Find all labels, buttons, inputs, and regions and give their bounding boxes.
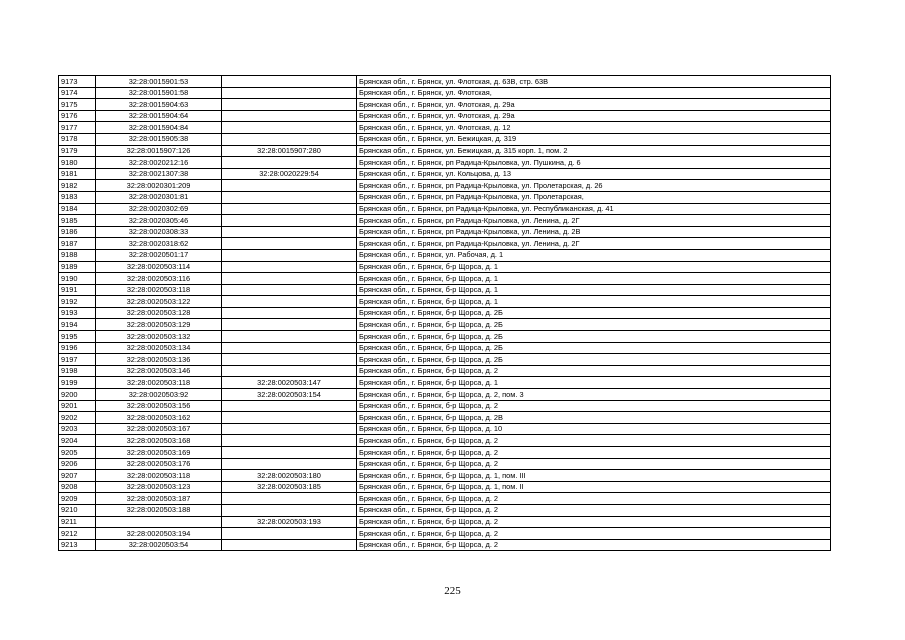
secondary-cadastral-number-cell: [222, 504, 357, 516]
table-row: [59, 470, 831, 482]
table-row: [59, 493, 831, 505]
address-cell: Брянская обл., г. Брянск, б-р Щорса, д. 2: [357, 365, 831, 377]
cadastral-number-cell: 32:28:0015901:58: [96, 87, 222, 99]
cadastral-number-cell: 32:28:0020503:156: [96, 400, 222, 412]
row-number-cell: 9213: [59, 539, 96, 551]
cadastral-number-cell: 32:28:0020503:168: [96, 435, 222, 447]
table-row: [59, 481, 831, 493]
table-row: [59, 122, 831, 134]
address-cell: Брянская обл., г. Брянск, рп Радица-Крыловка, ул. Пушкина, д. 6: [357, 157, 831, 169]
row-number-cell: 9198: [59, 365, 96, 377]
address-cell: Брянская обл., г. Брянск, б-р Щорса, д. 2: [357, 447, 831, 459]
secondary-cadastral-number-cell: 32:28:0020229:54: [222, 168, 357, 180]
secondary-cadastral-number-cell: [222, 261, 357, 273]
table-row: [59, 273, 831, 285]
table-row: [59, 284, 831, 296]
secondary-cadastral-number-cell: 32:28:0020503:180: [222, 470, 357, 482]
cadastral-number-cell: 32:28:0020503:129: [96, 319, 222, 331]
secondary-cadastral-number-cell: [222, 110, 357, 122]
secondary-cadastral-number-cell: [222, 157, 357, 169]
address-cell: Брянская обл., г. Брянск, б-р Щорса, д. 2: [357, 516, 831, 528]
table-row: [59, 528, 831, 540]
secondary-cadastral-number-cell: [222, 412, 357, 424]
row-number-cell: 9195: [59, 331, 96, 343]
table-row: [59, 435, 831, 447]
address-cell: Брянская обл., г. Брянск, б-р Щорса, д. 2: [357, 400, 831, 412]
row-number-cell: 9206: [59, 458, 96, 470]
cadastral-number-cell: 32:28:0020301:209: [96, 180, 222, 192]
table-row: [59, 354, 831, 366]
row-number-cell: 9174: [59, 87, 96, 99]
secondary-cadastral-number-cell: [222, 76, 357, 88]
cadastral-number-cell: 32:28:0020503:118: [96, 377, 222, 389]
secondary-cadastral-number-cell: [222, 122, 357, 134]
secondary-cadastral-number-cell: [222, 215, 357, 227]
address-cell: Брянская обл., г. Брянск, рп Радица-Крыловка, ул. Ленина, д. 2Г: [357, 215, 831, 227]
cadastral-number-cell: 32:28:0015901:53: [96, 76, 222, 88]
cadastral-number-cell: 32:28:0020503:194: [96, 528, 222, 540]
secondary-cadastral-number-cell: [222, 249, 357, 261]
row-number-cell: 9194: [59, 319, 96, 331]
table-row: [59, 191, 831, 203]
table-row: [59, 215, 831, 227]
table-row: [59, 307, 831, 319]
cadastral-number-cell: 32:28:0020503:92: [96, 389, 222, 401]
address-cell: Брянская обл., г. Брянск, рп Радица-Крыловка, ул. Ленина, д. 2В: [357, 226, 831, 238]
secondary-cadastral-number-cell: [222, 539, 357, 551]
secondary-cadastral-number-cell: [222, 238, 357, 250]
cadastral-number-cell: 32:28:0021307:38: [96, 168, 222, 180]
address-cell: Брянская обл., г. Брянск, б-р Щорса, д. 2Б: [357, 342, 831, 354]
cadastral-number-cell: 32:28:0020305:46: [96, 215, 222, 227]
cadastral-number-cell: 32:28:0020503:116: [96, 273, 222, 285]
address-cell: Брянская обл., г. Брянск, б-р Щорса, д. 1: [357, 284, 831, 296]
address-cell: Брянская обл., г. Брянск, б-р Щорса, д. 1: [357, 273, 831, 285]
address-cell: Брянская обл., г. Брянск, б-р Щорса, д. 2: [357, 539, 831, 551]
cadastral-number-cell: 32:28:0020501:17: [96, 249, 222, 261]
address-cell: Брянская обл., г. Брянск, рп Радица-Крыловка, ул. Пролетарская,: [357, 191, 831, 203]
address-cell: Брянская обл., г. Брянск, ул. Флотская, д. 29а: [357, 99, 831, 111]
row-number-cell: 9179: [59, 145, 96, 157]
table-row: [59, 412, 831, 424]
row-number-cell: 9208: [59, 481, 96, 493]
address-cell: Брянская обл., г. Брянск, б-р Щорса, д. 2: [357, 458, 831, 470]
page-number: 225: [444, 585, 461, 597]
cadastral-number-cell: 32:28:0015904:63: [96, 99, 222, 111]
address-cell: Брянская обл., г. Брянск, б-р Щорса, д. 2: [357, 493, 831, 505]
address-cell: Брянская обл., г. Брянск, б-р Щорса, д. 2: [357, 435, 831, 447]
row-number-cell: 9191: [59, 284, 96, 296]
row-number-cell: 9212: [59, 528, 96, 540]
cadastral-number-cell: 32:28:0020503:122: [96, 296, 222, 308]
row-number-cell: 9200: [59, 389, 96, 401]
secondary-cadastral-number-cell: [222, 203, 357, 215]
address-cell: Брянская обл., г. Брянск, ул. Бежицкая, д. 315 корп. 1, пом. 2: [357, 145, 831, 157]
row-number-cell: 9173: [59, 76, 96, 88]
secondary-cadastral-number-cell: [222, 284, 357, 296]
cadastral-number-cell: 32:28:0020318:62: [96, 238, 222, 250]
secondary-cadastral-number-cell: [222, 493, 357, 505]
cadastral-number-cell: 32:28:0020503:54: [96, 539, 222, 551]
row-number-cell: 9211: [59, 516, 96, 528]
cadastral-number-cell: 32:28:0020503:176: [96, 458, 222, 470]
address-cell: Брянская обл., г. Брянск, б-р Щорса, д. 2Б: [357, 331, 831, 343]
row-number-cell: 9210: [59, 504, 96, 516]
row-number-cell: 9203: [59, 423, 96, 435]
row-number-cell: 9177: [59, 122, 96, 134]
table-row: [59, 238, 831, 250]
row-number-cell: 9188: [59, 249, 96, 261]
row-number-cell: 9181: [59, 168, 96, 180]
cadastral-number-cell: 32:28:0020503:134: [96, 342, 222, 354]
table-row: [59, 377, 831, 389]
table-row: [59, 342, 831, 354]
table-row: [59, 76, 831, 88]
cadastral-number-cell: 32:28:0020503:188: [96, 504, 222, 516]
cadastral-number-cell: 32:28:0020503:162: [96, 412, 222, 424]
row-number-cell: 9183: [59, 191, 96, 203]
row-number-cell: 9205: [59, 447, 96, 459]
secondary-cadastral-number-cell: 32:28:0020503:147: [222, 377, 357, 389]
address-cell: Брянская обл., г. Брянск, рп Радица-Крыловка, ул. Ленина, д. 2Г: [357, 238, 831, 250]
registry-table-body: [59, 76, 831, 551]
secondary-cadastral-number-cell: [222, 435, 357, 447]
cadastral-number-cell: 32:28:0020503:114: [96, 261, 222, 273]
row-number-cell: 9182: [59, 180, 96, 192]
row-number-cell: 9187: [59, 238, 96, 250]
table-row: [59, 400, 831, 412]
secondary-cadastral-number-cell: 32:28:0020503:154: [222, 389, 357, 401]
address-cell: Брянская обл., г. Брянск, б-р Щорса, д. 1: [357, 377, 831, 389]
address-cell: Брянская обл., г. Брянск, б-р Щорса, д. 2Б: [357, 319, 831, 331]
row-number-cell: 9199: [59, 377, 96, 389]
table-row: [59, 226, 831, 238]
cadastral-number-cell: 32:28:0020503:136: [96, 354, 222, 366]
address-cell: Брянская обл., г. Брянск, б-р Щорса, д. 2: [357, 504, 831, 516]
table-row: [59, 365, 831, 377]
table-row: [59, 168, 831, 180]
cadastral-number-cell: 32:28:0020503:169: [96, 447, 222, 459]
address-cell: Брянская обл., г. Брянск, б-р Щорса, д. 1, пом. III: [357, 470, 831, 482]
cadastral-number-cell: 32:28:0020301:81: [96, 191, 222, 203]
cadastral-number-cell: 32:28:0015904:64: [96, 110, 222, 122]
table-row: [59, 261, 831, 273]
secondary-cadastral-number-cell: [222, 226, 357, 238]
secondary-cadastral-number-cell: [222, 319, 357, 331]
table-row: [59, 539, 831, 551]
address-cell: Брянская обл., г. Брянск, ул. Флотская, д. 12: [357, 122, 831, 134]
table-row: [59, 145, 831, 157]
secondary-cadastral-number-cell: [222, 458, 357, 470]
secondary-cadastral-number-cell: [222, 447, 357, 459]
cadastral-number-cell: [96, 516, 222, 528]
row-number-cell: 9175: [59, 99, 96, 111]
address-cell: Брянская обл., г. Брянск, б-р Щорса, д. 2В: [357, 412, 831, 424]
address-cell: Брянская обл., г. Брянск, б-р Щорса, д. 10: [357, 423, 831, 435]
address-cell: Брянская обл., г. Брянск, б-р Щорса, д. 2Б: [357, 307, 831, 319]
table-row: [59, 180, 831, 192]
row-number-cell: 9186: [59, 226, 96, 238]
row-number-cell: 9204: [59, 435, 96, 447]
row-number-cell: 9185: [59, 215, 96, 227]
row-number-cell: 9192: [59, 296, 96, 308]
table-row: [59, 319, 831, 331]
secondary-cadastral-number-cell: 32:28:0020503:185: [222, 481, 357, 493]
cadastral-number-cell: 32:28:0020503:132: [96, 331, 222, 343]
secondary-cadastral-number-cell: [222, 180, 357, 192]
table-row: [59, 331, 831, 343]
secondary-cadastral-number-cell: [222, 307, 357, 319]
cadastral-number-cell: 32:28:0020503:118: [96, 284, 222, 296]
cadastral-number-cell: 32:28:0020212:16: [96, 157, 222, 169]
secondary-cadastral-number-cell: [222, 331, 357, 343]
table-row: [59, 423, 831, 435]
secondary-cadastral-number-cell: [222, 273, 357, 285]
row-number-cell: 9190: [59, 273, 96, 285]
address-cell: Брянская обл., г. Брянск, ул. Флотская,: [357, 87, 831, 99]
row-number-cell: 9189: [59, 261, 96, 273]
table-row: [59, 87, 831, 99]
row-number-cell: 9184: [59, 203, 96, 215]
secondary-cadastral-number-cell: [222, 87, 357, 99]
address-cell: Брянская обл., г. Брянск, рп Радица-Крыловка, ул. Республиканская, д. 41: [357, 203, 831, 215]
address-cell: Брянская обл., г. Брянск, ул. Рабочая, д. 1: [357, 249, 831, 261]
row-number-cell: 9197: [59, 354, 96, 366]
address-cell: Брянская обл., г. Брянск, б-р Щорса, д. 2: [357, 528, 831, 540]
cadastral-number-cell: 32:28:0020503:187: [96, 493, 222, 505]
address-cell: Брянская обл., г. Брянск, б-р Щорса, д. 1, пом. II: [357, 481, 831, 493]
secondary-cadastral-number-cell: [222, 528, 357, 540]
table-row: [59, 203, 831, 215]
table-row: [59, 504, 831, 516]
row-number-cell: 9180: [59, 157, 96, 169]
secondary-cadastral-number-cell: [222, 99, 357, 111]
table-row: [59, 157, 831, 169]
address-cell: Брянская обл., г. Брянск, б-р Щорса, д. 2, пом. 3: [357, 389, 831, 401]
secondary-cadastral-number-cell: [222, 342, 357, 354]
address-cell: Брянская обл., г. Брянск, б-р Щорса, д. 2Б: [357, 354, 831, 366]
cadastral-number-cell: 32:28:0020503:167: [96, 423, 222, 435]
secondary-cadastral-number-cell: [222, 133, 357, 145]
address-cell: Брянская обл., г. Брянск, рп Радица-Крыловка, ул. Пролетарская, д. 26: [357, 180, 831, 192]
table-row: [59, 110, 831, 122]
cadastral-number-cell: 32:28:0020503:118: [96, 470, 222, 482]
row-number-cell: 9202: [59, 412, 96, 424]
address-cell: Брянская обл., г. Брянск, ул. Бежицкая, д. 319: [357, 133, 831, 145]
secondary-cadastral-number-cell: [222, 354, 357, 366]
table-row: [59, 516, 831, 528]
secondary-cadastral-number-cell: 32:28:0020503:193: [222, 516, 357, 528]
row-number-cell: 9201: [59, 400, 96, 412]
secondary-cadastral-number-cell: 32:28:0015907:280: [222, 145, 357, 157]
table-row: [59, 447, 831, 459]
table-row: [59, 99, 831, 111]
row-number-cell: 9209: [59, 493, 96, 505]
cadastral-number-cell: 32:28:0015904:84: [96, 122, 222, 134]
address-cell: Брянская обл., г. Брянск, ул. Флотская, д. 29а: [357, 110, 831, 122]
table-row: [59, 296, 831, 308]
row-number-cell: 9193: [59, 307, 96, 319]
address-cell: Брянская обл., г. Брянск, ул. Флотская, д. 63В, стр. 63В: [357, 76, 831, 88]
row-number-cell: 9207: [59, 470, 96, 482]
address-cell: Брянская обл., г. Брянск, б-р Щорса, д. 1: [357, 296, 831, 308]
address-cell: Брянская обл., г. Брянск, ул. Кольцова, д. 13: [357, 168, 831, 180]
secondary-cadastral-number-cell: [222, 296, 357, 308]
row-number-cell: 9178: [59, 133, 96, 145]
row-number-cell: 9176: [59, 110, 96, 122]
secondary-cadastral-number-cell: [222, 400, 357, 412]
cadastral-number-cell: 32:28:0015907:126: [96, 145, 222, 157]
address-cell: Брянская обл., г. Брянск, б-р Щорса, д. 1: [357, 261, 831, 273]
table-row: [59, 389, 831, 401]
cadastral-number-cell: 32:28:0020503:123: [96, 481, 222, 493]
cadastral-number-cell: 32:28:0015905:38: [96, 133, 222, 145]
secondary-cadastral-number-cell: [222, 365, 357, 377]
cadastral-number-cell: 32:28:0020503:146: [96, 365, 222, 377]
secondary-cadastral-number-cell: [222, 423, 357, 435]
registry-table: [58, 75, 831, 551]
table-row: [59, 458, 831, 470]
table-row: [59, 133, 831, 145]
row-number-cell: 9196: [59, 342, 96, 354]
cadastral-number-cell: 32:28:0020503:128: [96, 307, 222, 319]
table-row: [59, 249, 831, 261]
cadastral-number-cell: 32:28:0020302:69: [96, 203, 222, 215]
cadastral-number-cell: 32:28:0020308:33: [96, 226, 222, 238]
secondary-cadastral-number-cell: [222, 191, 357, 203]
